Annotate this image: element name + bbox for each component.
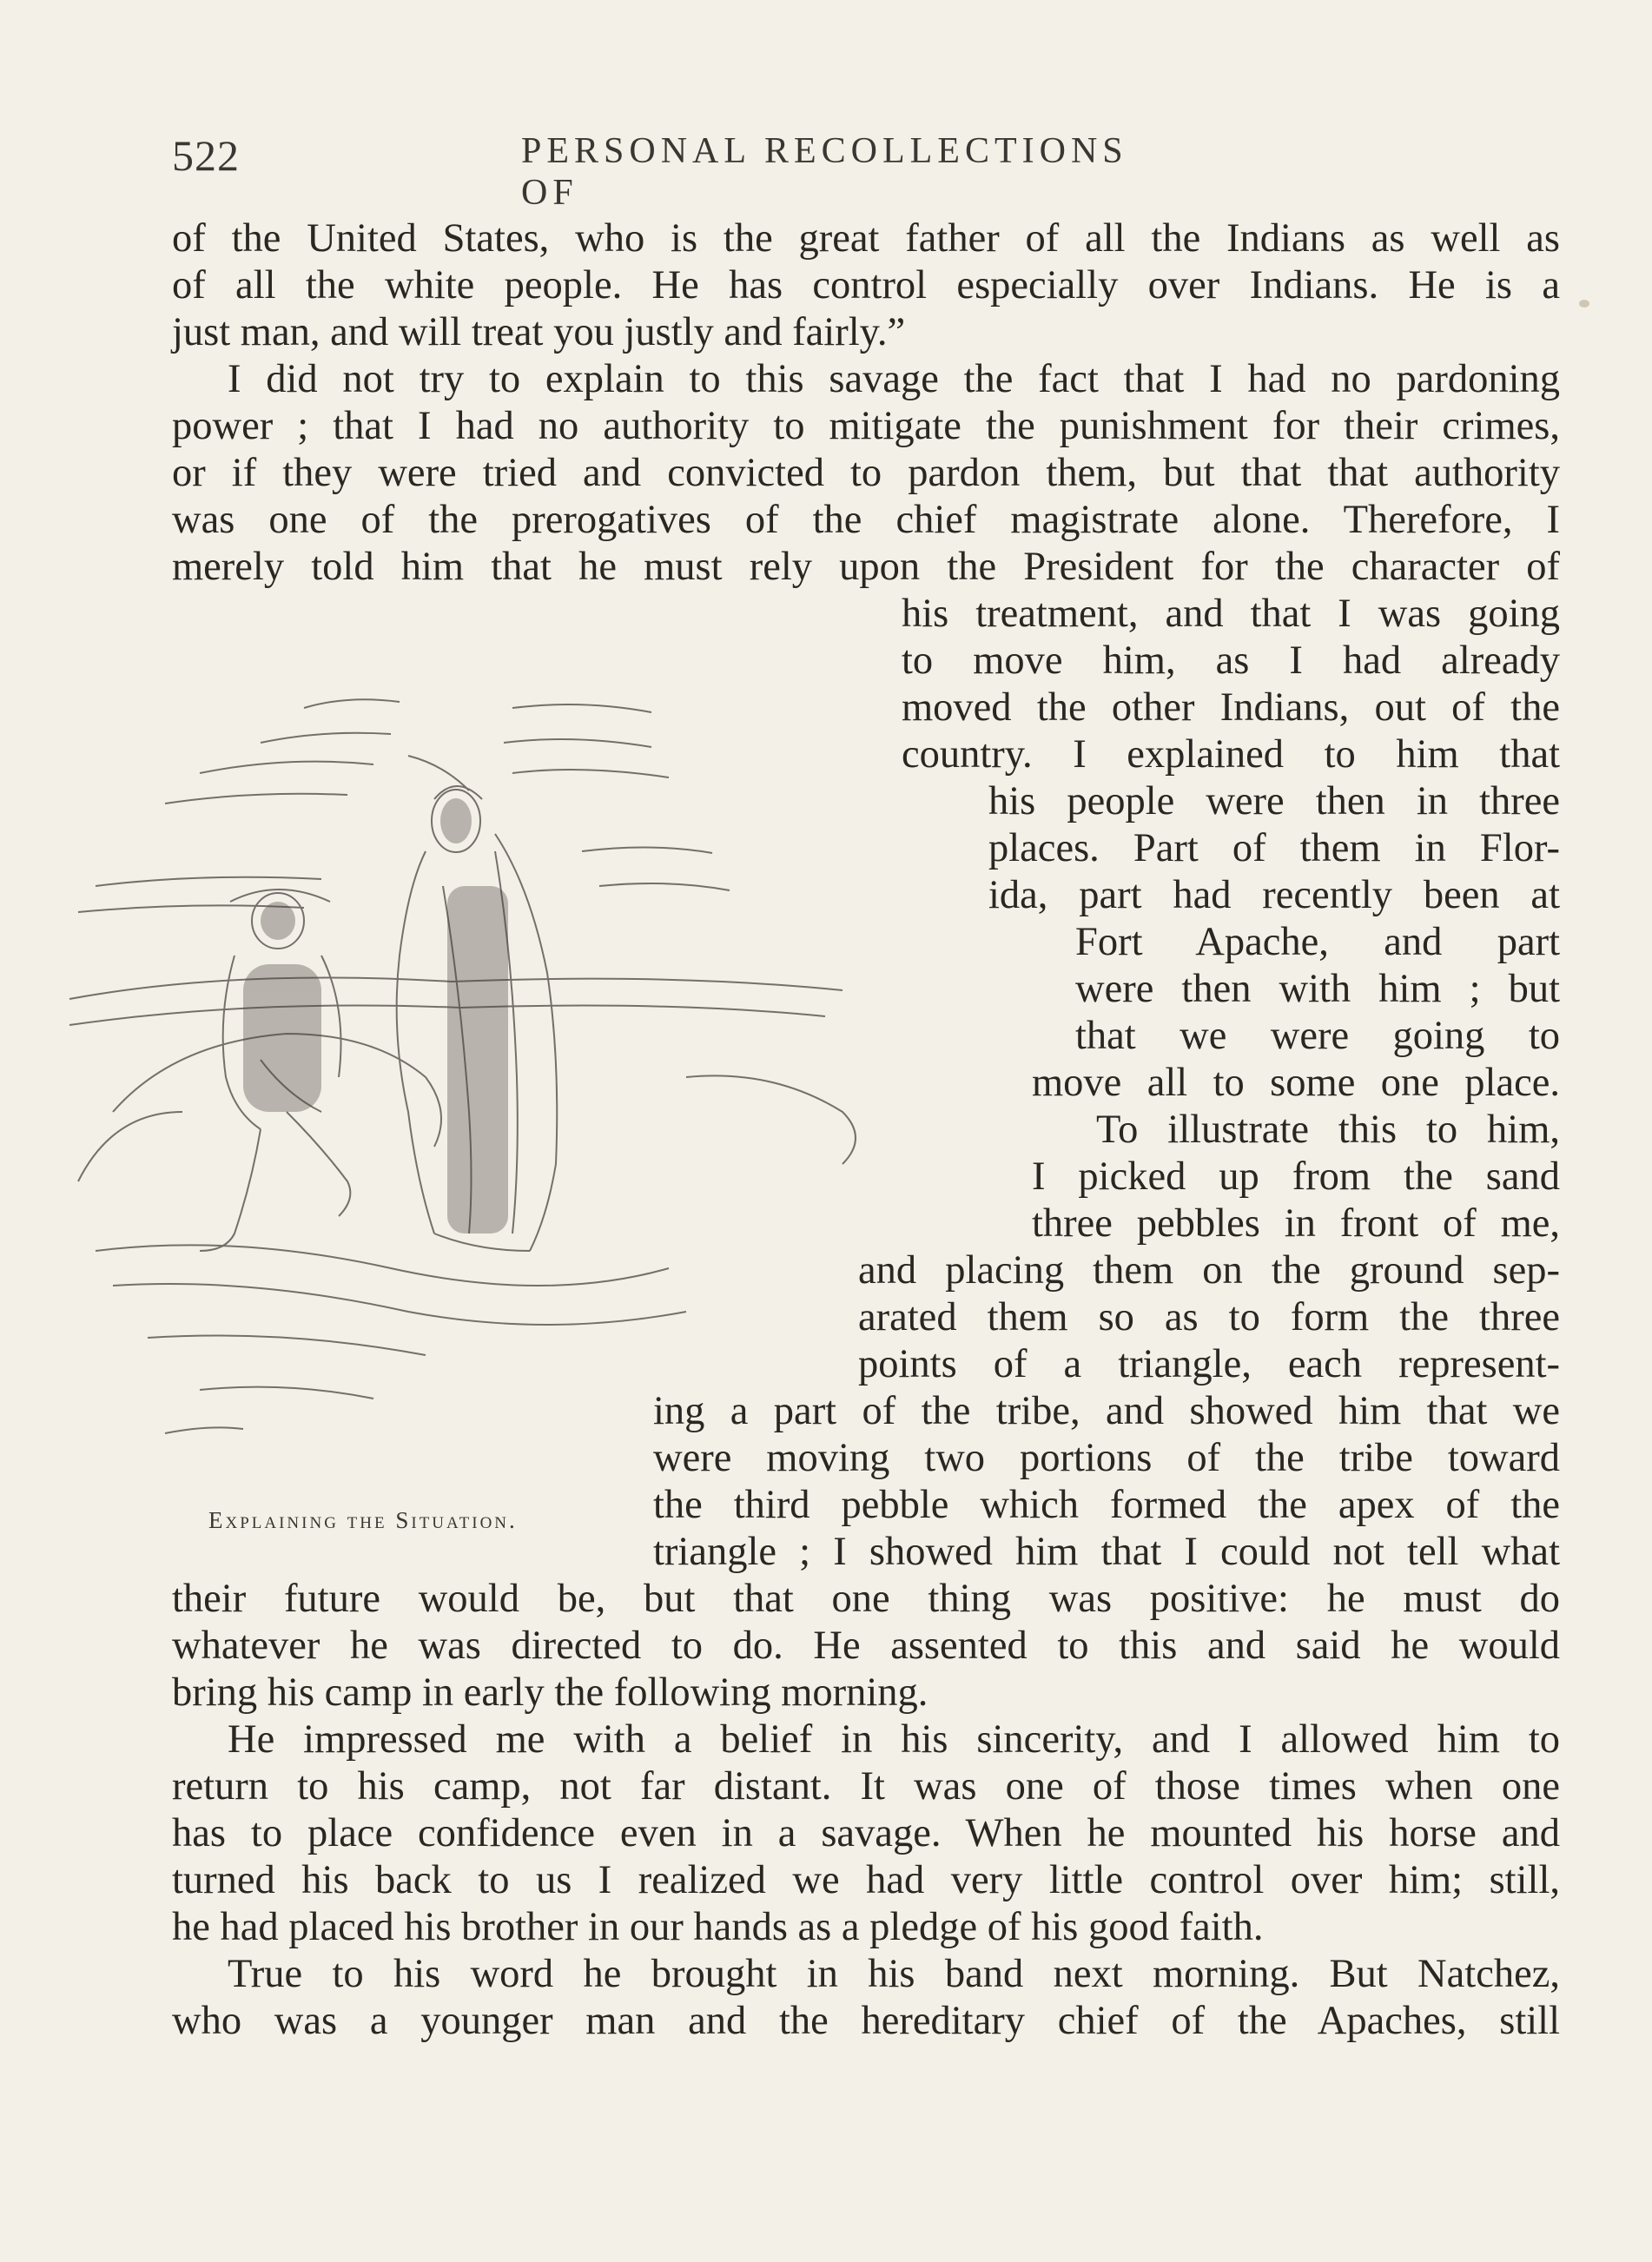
text-line: and placing them on the ground sep- <box>858 1248 1560 1293</box>
stain-mark <box>1579 300 1589 308</box>
text-line: To illustrate this to him, <box>1096 1108 1560 1152</box>
text-line: True to his word he brought in his band next morning. But Natchez, <box>228 1952 1560 1996</box>
text-line: move all to some one place. <box>1032 1061 1560 1105</box>
text-line: He impressed me with a belief in his sincerity, and I allowed him to <box>228 1717 1560 1762</box>
text-line: I did not try to explain to this savage the fact that I had no pardoning <box>228 357 1560 401</box>
text-line: just man, and will treat you justly and fairly.” <box>172 310 906 354</box>
text-line: were moving two portions of the tribe toward <box>653 1436 1560 1480</box>
text-line: Fort Apache, and part <box>1075 920 1560 964</box>
text-line: points of a triangle, each represent- <box>858 1342 1560 1386</box>
text-line: whatever he was directed to do. He assented to this and said he would <box>172 1624 1560 1668</box>
text-line: his treatment, and that I was going <box>902 592 1560 636</box>
text-line: country. I explained to him that <box>902 732 1560 777</box>
text-line: arated them so as to form the three <box>858 1295 1560 1339</box>
text-line: bring his camp in early the following morning. <box>172 1670 928 1715</box>
text-line: three pebbles in front of me, <box>1032 1201 1560 1246</box>
text-line: turned his back to us I realized we had very little control over him; still, <box>172 1858 1560 1902</box>
text-line: was one of the prerogatives of the chief magistrate alone. Therefore, I <box>172 498 1560 542</box>
text-line: who was a younger man and the hereditary chief of the Apaches, still <box>172 1999 1560 2043</box>
page-number: 522 <box>172 131 240 180</box>
text-line: that we were going to <box>1075 1014 1560 1058</box>
text-line: were then with him ; but <box>1075 967 1560 1011</box>
text-line: of all the white people. He has control especially over Indians. He is a <box>172 263 1560 308</box>
text-line: merely told him that he must rely upon the President for the character of <box>172 545 1560 589</box>
text-line: has to place confidence even in a savage. When he mounted his horse and <box>172 1811 1560 1855</box>
text-line: their future would be, but that one thing was positive: he must do <box>172 1577 1560 1621</box>
text-line: ing a part of the tribe, and showed him that we <box>653 1389 1560 1433</box>
text-line: triangle ; I showed him that I could not tell what <box>653 1530 1560 1574</box>
text-line: to move him, as I had already <box>902 638 1560 683</box>
text-line: power ; that I had no authority to mitigate the punishment for their crimes, <box>172 404 1560 448</box>
text-line: ida, part had recently been at <box>988 873 1560 917</box>
text-line: return to his camp, not far distant. It was one of those times when one <box>172 1764 1560 1809</box>
text-line: he had placed his brother in our hands as a pledge of his good faith. <box>172 1905 1264 1949</box>
text-line: moved the other Indians, out of the <box>902 685 1560 730</box>
text-line: his people were then in three <box>988 779 1560 823</box>
text-line: of the United States, who is the great father of all the Indians as well as <box>172 216 1560 261</box>
text-line: places. Part of them in Flor- <box>988 826 1560 870</box>
illustration-caption: Explaining the Situation. <box>208 1507 518 1533</box>
text-line: I picked up from the sand <box>1032 1154 1560 1199</box>
text-line: or if they were tried and convicted to pardon them, but that that authority <box>172 451 1560 495</box>
running-head: PERSONAL RECOLLECTIONS OF <box>521 131 1128 213</box>
text-line: the third pebble which formed the apex of the <box>653 1483 1560 1527</box>
